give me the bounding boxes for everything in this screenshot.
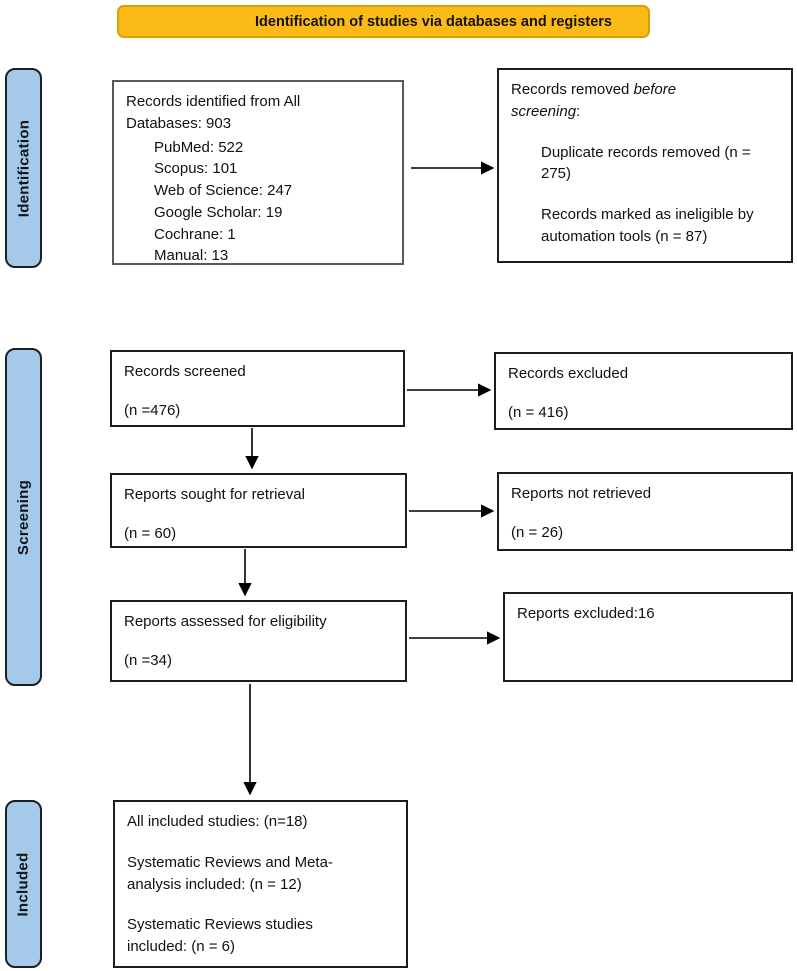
records-screened-count: (n =476) [124, 401, 181, 419]
removed-item-duplicates: Duplicate records removed (n = 275) [541, 143, 751, 183]
box-included-studies [113, 800, 408, 968]
records-removed-heading-italic: before screening [511, 81, 677, 120]
records-removed-items [511, 142, 779, 248]
records-screened-label: Records screened [124, 363, 246, 380]
stage-label-screening-text: Screening [15, 479, 33, 555]
box-records-excluded [494, 352, 793, 430]
diagram-title-banner [117, 5, 650, 38]
records-removed-heading-suffix: : [576, 102, 581, 120]
source-cochrane: Cochrane: 1 [154, 225, 236, 243]
box-reports-assessed [110, 600, 407, 682]
records-identified-main: Records identified from All Databases: 903 [126, 93, 301, 132]
box-reports-excluded [503, 592, 793, 682]
removed-item-automation: Records marked as ineligible by automation tools (n = 87) [541, 206, 754, 245]
records-identified-sources [126, 137, 390, 268]
records-removed-heading [511, 79, 726, 123]
reports-assessed-count: (n =34) [124, 651, 172, 669]
reports-not-retrieved-count: (n = 26) [511, 523, 564, 541]
source-web-of-science: Web of Science: 247 [154, 182, 293, 199]
stage-label-identification [5, 68, 42, 268]
stage-label-screening [5, 348, 42, 686]
box-reports-sought [110, 473, 407, 548]
reports-not-retrieved-label: Reports not retrieved [511, 485, 652, 502]
stage-label-identification-text: Identification [15, 119, 33, 217]
included-systematic-reviews: Systematic Reviews studies included: (n = 6) [127, 916, 313, 955]
source-manual: Manual: 13 [154, 247, 229, 265]
records-removed-heading-prefix: Records removed [511, 81, 634, 98]
included-all-studies: All included studies: (n=18) [127, 813, 308, 830]
stage-label-included [5, 800, 42, 968]
box-records-removed [497, 68, 793, 263]
records-excluded-label: Records excluded [508, 365, 629, 382]
reports-assessed-label: Reports assessed for eligibility [124, 613, 327, 630]
box-records-screened [110, 350, 405, 427]
records-excluded-count: (n = 416) [508, 403, 569, 421]
source-google-scholar: Google Scholar: 19 [154, 203, 283, 221]
box-records-identified [112, 80, 404, 265]
included-meta-analysis: Systematic Reviews and Meta-analysis included: (n = 12) [127, 853, 333, 893]
stage-label-included-text: Included [15, 851, 33, 917]
source-scopus: Scopus: 101 [154, 160, 238, 178]
reports-excluded-label: Reports excluded:16 [517, 605, 655, 622]
reports-sought-count: (n = 60) [124, 524, 177, 542]
source-pubmed: PubMed: 522 [154, 138, 244, 156]
diagram-title: Identification of studies via databases and registers [255, 13, 612, 30]
box-reports-not-retrieved [497, 472, 793, 551]
reports-sought-label: Reports sought for retrieval [124, 486, 305, 503]
